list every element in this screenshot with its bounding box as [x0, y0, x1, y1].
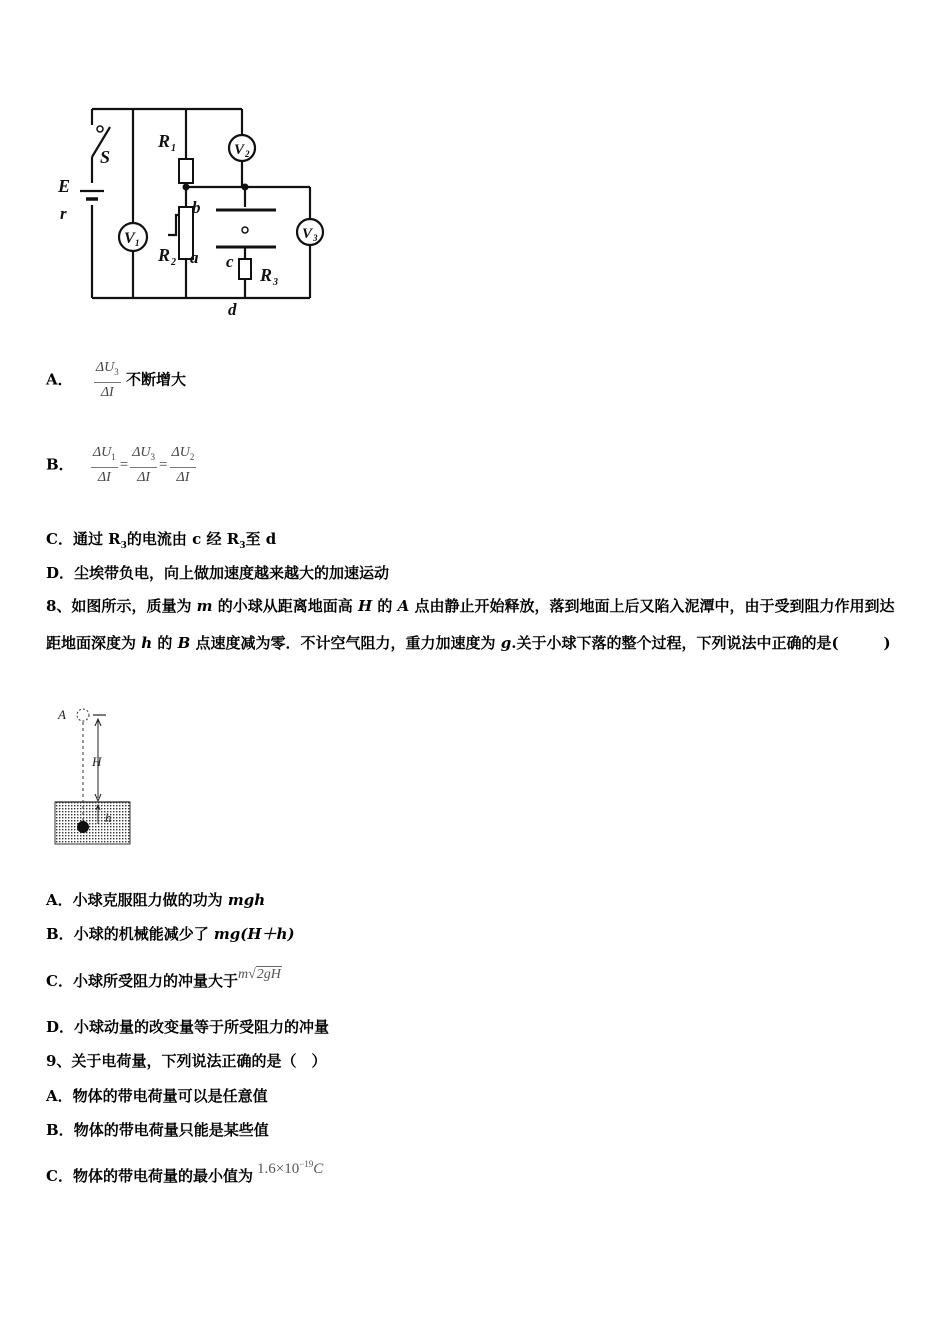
falling-ball-diagram [50, 700, 140, 850]
svg-text:h: h [105, 810, 112, 825]
q9-option-b: B．物体的带电荷量只能是某些值 [46, 1121, 269, 1139]
svg-text:1: 1 [135, 238, 140, 248]
resistor-r3 [239, 259, 251, 279]
svg-text:c: c [226, 252, 234, 271]
svg-text:R: R [260, 265, 273, 285]
ball-start [77, 709, 89, 721]
svg-text:2: 2 [171, 257, 176, 268]
svg-text:3: 3 [273, 277, 278, 288]
q9-stem: 9、关于电荷量，下列说法正确的是（ ） [46, 1052, 327, 1070]
svg-text:a: a [190, 248, 199, 267]
ball-end [77, 821, 89, 833]
q7-option-c: C．通过 $R_3$的电流由 c 经 $R_3$至 d [46, 530, 277, 551]
svg-text:R: R [158, 245, 171, 265]
q9-option-a: A．物体的带电荷量可以是任意值 [46, 1087, 268, 1105]
resistor-r1 [179, 159, 193, 183]
svg-text:H: H [92, 754, 102, 769]
svg-text:d: d [228, 300, 237, 319]
circuit-diagram [40, 95, 340, 320]
svg-text:3: 3 [313, 233, 318, 243]
svg-text:2: 2 [245, 149, 250, 159]
q8-stem: 8、如图所示，质量为 m 的小球从距离地面高 H 的 A 点由静止开始释放，落到地面上后又陷入泥潭中，由于受到阻力作用到达距地面深度为 h 的 B 点速度减为零．不计空气阻力，重力加速度为 g.关于小球下落的整个过程，下列说法中正确的是( ) [46, 597, 895, 652]
svg-text:R: R [158, 131, 171, 151]
svg-text:V: V [302, 226, 313, 242]
q7-option-a: A． $\frac{\Delta U_3}{\Delta I}$ 不断增大 [46, 358, 186, 403]
svg-text:A: A [58, 707, 66, 722]
q8-option-a: A．小球克服阻力做的功为 mgh [46, 891, 266, 909]
svg-text:b: b [192, 198, 201, 217]
svg-text:r: r [60, 204, 67, 223]
svg-text:V: V [124, 230, 135, 247]
q8-option-b: B．小球的机械能减少了 mg(H＋h) [46, 925, 295, 943]
q8-option-c: C．小球所受阻力的冲量大于m√2gH [46, 967, 281, 990]
q9-option-c: C．物体的带电荷量的最小值为 $1.6\times 10^{-19}C$ [46, 1159, 324, 1185]
dust-particle [242, 227, 248, 233]
svg-text:S: S [100, 147, 111, 167]
q7-option-d: D．尘埃带负电，向上做加速度越来越大的加速运动 [46, 564, 390, 582]
svg-text:V: V [234, 142, 245, 158]
svg-text:E: E [58, 176, 71, 196]
q7-option-b: B． $\frac{\Delta U_1}{\Delta I}$ = $\frac{\Delta U_3}{\Delta I}$ = $\frac{\Delta U_2}{\Delta I}$ [46, 445, 195, 485]
svg-text:1: 1 [171, 143, 176, 154]
q8-option-d: D．小球动量的改变量等于所受阻力的冲量 [46, 1018, 330, 1036]
fraction-du3-di: $\frac{\Delta U_3}{\Delta I}$ [95, 360, 119, 400]
